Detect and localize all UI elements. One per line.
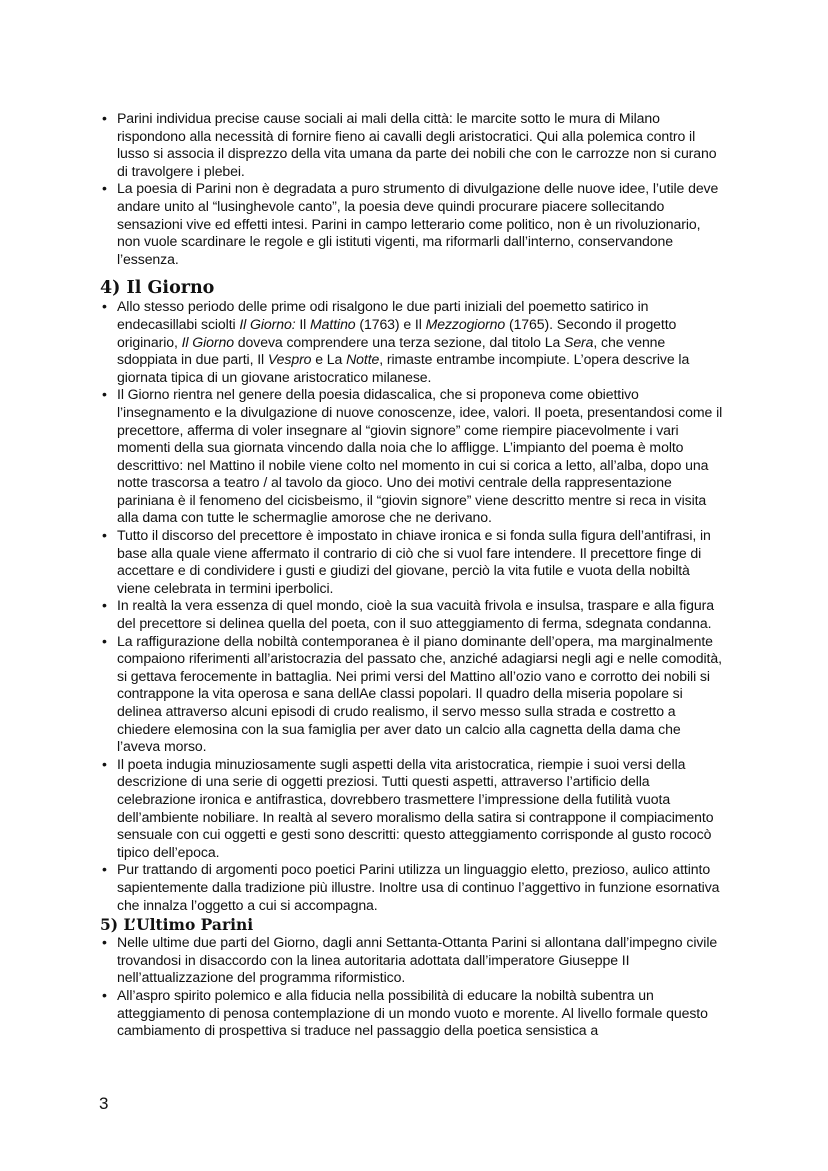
list-item: • Il Giorno rientra nel genere della poesia didascalica, che si proponeva come obiettivo l’insegnamento e la divulgazione di nuove conoscenze, idee, valori. Il poeta, presentandosi come il precettore, afferma di voler insegnare al “giovin signore” come riempire piacevolmente i vari momenti della sua giornata vincendo dalla noia che lo affligge. L’impianto del poema è molto descrittivo: nel Mattino il nobile viene colto nel momento in cui si corica a letto, all’alba, dopo una notte trascorsa a teatro / al tavolo da gioco. Uno dei motivi centrale della rappresentazione pariniana è il fenomeno del cicisbeismo, il “giovin signore” viene descritto mentre si reca in visita alla dama con tutte le schermaglie amorose che ne derivano. [100,386,724,527]
list-item: • La poesia di Parini non è degradata a puro strumento di divulgazione delle nuove idee, l’utile deve andare unito al “lusinghevole canto”, la poesia deve quindi procurare piacere sollecitando sensazioni vive ed effetti intesi. Parini in campo letterario come politico, non è un rivoluzionario, non vuole scardinare le regole e gli istituti vigenti, ma riformarli dall’interno, conservandone l’essenza. [100,180,724,268]
list-item: • Nelle ultime due parti del Giorno, dagli anni Settanta-Ottanta Parini si allontana dall’impegno civile trovandosi in disaccordo con la linea autoritaria adottata dall’imperatore Giuseppe II nell’attualizzazione del programma riformistico. [100,934,724,987]
section-heading-ultimo-parini: 5) L’Ultimo Parini [100,915,254,935]
section5-bullet-list [100,934,724,1040]
section-heading-il-giorno: 4) Il Giorno [100,278,215,299]
list-item: • Il poeta indugia minuziosamente sugli aspetti della vita aristocratica, riempie i suoi versi della descrizione di una serie di oggetti preziosi. Tutti questi aspetti, attraverso l’artificio della celebrazione ironica e antifrastica, dovrebbero trasmettere l’impressione della futilità vuota dell’ambiente nobiliare. In realtà al severo moralismo della satira si contrappone il compiacimento sensuale con cui oggetti e gesti sono descritti: questo atteggiamento corrisponde al gusto rococò tipico dell’epoca. [100,756,724,862]
page-number: 3 [99,1094,109,1113]
section4-bullet-list [100,298,724,914]
list-item: • Parini individua precise cause sociali ai mali della città: le marcite sotto le mura di Milano rispondono alla necessità di fornire fieno ai cavalli degli aristocratici. Qui alla polemica contro il lusso si associa il disprezzo della vita umana da parte dei nobili che con le carrozze non si curano di travolgere i plebei. [100,110,724,180]
list-item: • Pur trattando di argomenti poco poetici Parini utilizza un linguaggio eletto, prezioso, aulico attinto sapientemente dalla tradizione più illustre. Inoltre usa di continuo l’aggettivo in funzione esornativa che innalza l’oggetto a cui si accompagna. [100,861,724,914]
list-item: • La raffigurazione della nobiltà contemporanea è il piano dominante dell’opera, ma marginalmente compaiono riferimenti all’aristocrazia del passato che, anziché adagiarsi negli agi e nelle comodità, si gettava ferocemente in battaglia. Nei primi versi del Mattino all’ozio vano e corrotto dei nobili si contrappone la vita operosa e sana dellAe classi popolari. Il quadro della miseria popolare si delinea attraverso alcuni episodi di crudo realismo, il servo messo sulla strada e costretto a chiedere elemosina con la sua famiglia per aver dato un calcio alla cagnetta della dama che l’aveva morso. [100,633,724,756]
list-item: • Allo stesso periodo delle prime odi risalgono le due parti iniziali del poemetto satirico in endecasillabi sciolti Il Giorno: Il Mattino (1763) e Il Mezzogiorno (1765). Secondo il progetto originario, Il Giorno doveva comprendere una terza sezione, dal titolo La Sera, che venne sdoppiata in due parti, Il Vespro e La Notte, rimaste entrambe incompiute. L’opera descrive la giornata tipica di un giovane aristocratico milanese. [100,298,724,386]
intro-bullet-list [100,110,724,268]
list-item: • In realtà la vera essenza di quel mondo, cioè la sua vacuità frivola e insulsa, traspare e alla figura del precettore si delinea quella del poeta, con il suo atteggiamento di ferma, sdegnata condanna. [100,597,724,632]
list-item: • Tutto il discorso del precettore è impostato in chiave ironica e si fonda sulla figura dell’antifrasi, in base alla quale viene affermato il contrario di ciò che si vuol fare intendere. Il precettore finge di accettare e di condividere i gusti e giudizi del giovane, perciò la vita futile e vuota della nobiltà viene celebrata in termini iperbolici. [100,527,724,597]
page-content [100,110,724,1040]
list-item: • All’aspro spirito polemico e alla fiducia nella possibilità di educare la nobiltà subentra un atteggiamento di penosa contemplazione di un mondo vuoto e morente. Al livello formale questo cambiamento di prospettiva si traduce nel passaggio della poetica sensistica a [100,987,724,1040]
